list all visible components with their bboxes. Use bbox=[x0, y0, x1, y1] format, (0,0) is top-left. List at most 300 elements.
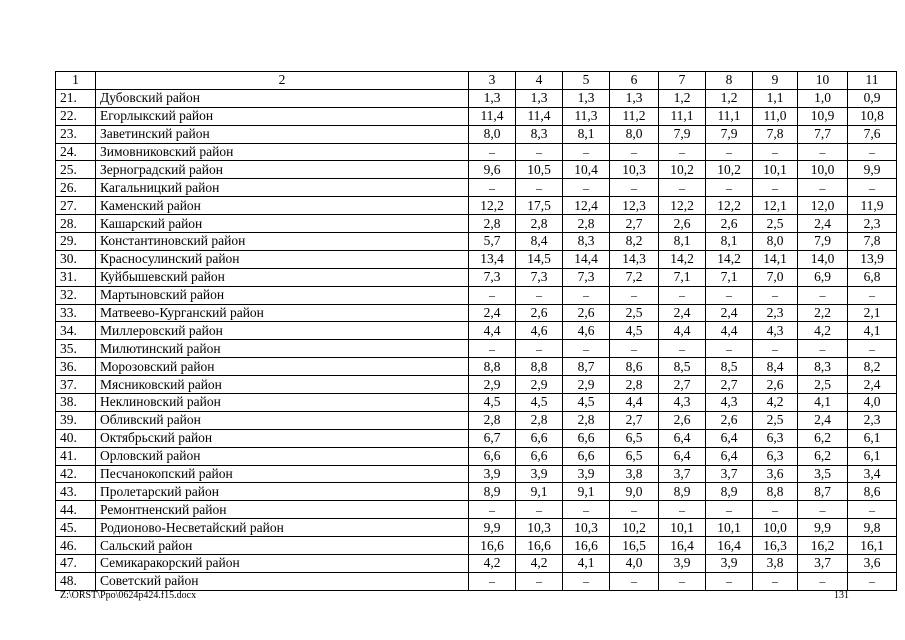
row-number: 40. bbox=[56, 429, 96, 447]
value-cell: 2,6 bbox=[753, 376, 798, 394]
value-cell: 12,2 bbox=[659, 197, 706, 215]
value-cell: 2,3 bbox=[753, 304, 798, 322]
value-cell: 10,1 bbox=[753, 161, 798, 179]
district-name: Красносулинский район bbox=[96, 250, 469, 268]
value-cell: – bbox=[516, 286, 563, 304]
value-cell: 2,5 bbox=[753, 411, 798, 429]
value-cell: 8,6 bbox=[848, 483, 897, 501]
row-number: 36. bbox=[56, 358, 96, 376]
value-cell: 4,4 bbox=[610, 394, 659, 412]
row-number: 24. bbox=[56, 143, 96, 161]
value-cell: 0,9 bbox=[848, 89, 897, 107]
table-row bbox=[56, 519, 897, 537]
value-cell: – bbox=[798, 340, 848, 358]
value-cell: 6,9 bbox=[798, 268, 848, 286]
district-name: Октябрьский район bbox=[96, 429, 469, 447]
value-cell: 7,0 bbox=[753, 268, 798, 286]
value-cell: 9,9 bbox=[798, 519, 848, 537]
value-cell: 9,1 bbox=[563, 483, 610, 501]
value-cell: 13,4 bbox=[469, 250, 516, 268]
value-cell: – bbox=[659, 340, 706, 358]
value-cell: – bbox=[848, 501, 897, 519]
value-cell: 8,1 bbox=[563, 125, 610, 143]
value-cell: 9,9 bbox=[469, 519, 516, 537]
value-cell: 4,1 bbox=[798, 394, 848, 412]
value-cell: 16,4 bbox=[706, 537, 753, 555]
value-cell: 9,6 bbox=[469, 161, 516, 179]
table-row bbox=[56, 125, 897, 143]
table-row bbox=[56, 537, 897, 555]
value-cell: 4,3 bbox=[753, 322, 798, 340]
value-cell: 4,5 bbox=[516, 394, 563, 412]
value-cell: 1,2 bbox=[659, 89, 706, 107]
value-cell: 14,4 bbox=[563, 250, 610, 268]
value-cell: 10,3 bbox=[516, 519, 563, 537]
value-cell: – bbox=[659, 286, 706, 304]
value-cell: 9,0 bbox=[610, 483, 659, 501]
value-cell: 14,0 bbox=[798, 250, 848, 268]
value-cell: – bbox=[706, 286, 753, 304]
value-cell: 6,6 bbox=[516, 429, 563, 447]
value-cell: 6,5 bbox=[610, 429, 659, 447]
value-cell: 6,8 bbox=[848, 268, 897, 286]
value-cell: 16,6 bbox=[469, 537, 516, 555]
value-cell: 12,1 bbox=[753, 197, 798, 215]
value-cell: 2,4 bbox=[659, 304, 706, 322]
value-cell: – bbox=[753, 501, 798, 519]
value-cell: 10,1 bbox=[659, 519, 706, 537]
value-cell: 8,0 bbox=[753, 233, 798, 251]
value-cell: 8,7 bbox=[798, 483, 848, 501]
value-cell: – bbox=[469, 572, 516, 590]
value-cell: 2,7 bbox=[610, 215, 659, 233]
value-cell: 7,6 bbox=[848, 125, 897, 143]
value-cell: – bbox=[469, 143, 516, 161]
district-name: Константиновский район bbox=[96, 233, 469, 251]
value-cell: 6,6 bbox=[563, 447, 610, 465]
value-cell: 4,4 bbox=[469, 322, 516, 340]
value-cell: 7,9 bbox=[706, 125, 753, 143]
district-name: Неклиновский район bbox=[96, 394, 469, 412]
row-number: 38. bbox=[56, 394, 96, 412]
value-cell: 6,1 bbox=[848, 429, 897, 447]
value-cell: 7,3 bbox=[469, 268, 516, 286]
table-row bbox=[56, 501, 897, 519]
value-cell: 8,8 bbox=[469, 358, 516, 376]
row-number: 25. bbox=[56, 161, 96, 179]
table-row bbox=[56, 358, 897, 376]
value-cell: 2,6 bbox=[659, 215, 706, 233]
row-number: 26. bbox=[56, 179, 96, 197]
row-number: 28. bbox=[56, 215, 96, 233]
value-cell: 7,3 bbox=[516, 268, 563, 286]
value-cell: 11,4 bbox=[516, 107, 563, 125]
value-cell: 1,3 bbox=[516, 89, 563, 107]
value-cell: 6,6 bbox=[516, 447, 563, 465]
value-cell: 3,7 bbox=[798, 555, 848, 573]
table-row bbox=[56, 447, 897, 465]
value-cell: 2,4 bbox=[848, 376, 897, 394]
value-cell: – bbox=[610, 179, 659, 197]
table-row bbox=[56, 429, 897, 447]
district-name: Сальский район bbox=[96, 537, 469, 555]
value-cell: – bbox=[753, 143, 798, 161]
value-cell: 16,2 bbox=[798, 537, 848, 555]
value-cell: 11,2 bbox=[610, 107, 659, 125]
value-cell: – bbox=[798, 179, 848, 197]
value-cell: 2,6 bbox=[659, 411, 706, 429]
district-name: Егорлыкский район bbox=[96, 107, 469, 125]
district-name: Песчанокопский район bbox=[96, 465, 469, 483]
value-cell: 16,1 bbox=[848, 537, 897, 555]
value-cell: 12,2 bbox=[469, 197, 516, 215]
district-name: Зерноградский район bbox=[96, 161, 469, 179]
value-cell: – bbox=[610, 572, 659, 590]
row-number: 44. bbox=[56, 501, 96, 519]
value-cell: 16,6 bbox=[516, 537, 563, 555]
value-cell: – bbox=[706, 340, 753, 358]
value-cell: 4,3 bbox=[659, 394, 706, 412]
value-cell: – bbox=[610, 143, 659, 161]
district-name: Орловский район bbox=[96, 447, 469, 465]
table-header bbox=[56, 72, 897, 90]
district-name: Матвеево-Курганский район bbox=[96, 304, 469, 322]
district-name: Родионово-Несветайский район bbox=[96, 519, 469, 537]
value-cell: 12,2 bbox=[706, 197, 753, 215]
value-cell: – bbox=[469, 286, 516, 304]
value-cell: – bbox=[469, 340, 516, 358]
value-cell: 10,9 bbox=[798, 107, 848, 125]
value-cell: 8,0 bbox=[469, 125, 516, 143]
row-number: 30. bbox=[56, 250, 96, 268]
value-cell: – bbox=[848, 143, 897, 161]
value-cell: 4,2 bbox=[469, 555, 516, 573]
row-number: 37. bbox=[56, 376, 96, 394]
value-cell: 8,9 bbox=[469, 483, 516, 501]
value-cell: – bbox=[706, 179, 753, 197]
value-cell: 5,7 bbox=[469, 233, 516, 251]
value-cell: 8,1 bbox=[659, 233, 706, 251]
district-name: Семикаракорский район bbox=[96, 555, 469, 573]
value-cell: 3,7 bbox=[706, 465, 753, 483]
table-row bbox=[56, 572, 897, 590]
value-cell: 2,4 bbox=[798, 411, 848, 429]
value-cell: 8,8 bbox=[516, 358, 563, 376]
value-cell: 2,8 bbox=[469, 215, 516, 233]
district-name: Зимовниковский район bbox=[96, 143, 469, 161]
value-cell: – bbox=[706, 572, 753, 590]
value-cell: 2,9 bbox=[516, 376, 563, 394]
value-cell: 3,9 bbox=[516, 465, 563, 483]
table-row bbox=[56, 411, 897, 429]
value-cell: 7,2 bbox=[610, 268, 659, 286]
value-cell: – bbox=[753, 179, 798, 197]
header-cell: 1 bbox=[56, 72, 96, 90]
value-cell: 2,4 bbox=[469, 304, 516, 322]
value-cell: 2,6 bbox=[516, 304, 563, 322]
value-cell: 10,0 bbox=[798, 161, 848, 179]
value-cell: 6,6 bbox=[469, 447, 516, 465]
header-cell: 10 bbox=[798, 72, 848, 90]
value-cell: 2,5 bbox=[753, 215, 798, 233]
value-cell: 9,8 bbox=[848, 519, 897, 537]
value-cell: 14,5 bbox=[516, 250, 563, 268]
value-cell: – bbox=[563, 340, 610, 358]
value-cell: – bbox=[516, 572, 563, 590]
value-cell: 3,8 bbox=[610, 465, 659, 483]
footer-page-number: 131 bbox=[834, 590, 849, 601]
value-cell: 7,1 bbox=[706, 268, 753, 286]
value-cell: 10,2 bbox=[610, 519, 659, 537]
value-cell: – bbox=[659, 572, 706, 590]
value-cell: 4,4 bbox=[659, 322, 706, 340]
value-cell: – bbox=[516, 501, 563, 519]
value-cell: – bbox=[753, 286, 798, 304]
table-row bbox=[56, 286, 897, 304]
value-cell: 1,2 bbox=[706, 89, 753, 107]
value-cell: 8,0 bbox=[610, 125, 659, 143]
row-number: 33. bbox=[56, 304, 96, 322]
value-cell: 3,9 bbox=[563, 465, 610, 483]
table-row bbox=[56, 250, 897, 268]
value-cell: – bbox=[516, 340, 563, 358]
district-name: Кагальницкий район bbox=[96, 179, 469, 197]
value-cell: 4,0 bbox=[610, 555, 659, 573]
value-cell: 8,7 bbox=[563, 358, 610, 376]
value-cell: 6,6 bbox=[563, 429, 610, 447]
value-cell: 10,3 bbox=[563, 519, 610, 537]
row-number: 48. bbox=[56, 572, 96, 590]
value-cell: 8,2 bbox=[848, 358, 897, 376]
value-cell: 16,5 bbox=[610, 537, 659, 555]
value-cell: 8,9 bbox=[659, 483, 706, 501]
value-cell: 8,3 bbox=[798, 358, 848, 376]
value-cell: 8,6 bbox=[610, 358, 659, 376]
value-cell: 3,5 bbox=[798, 465, 848, 483]
value-cell: – bbox=[706, 501, 753, 519]
value-cell: 4,1 bbox=[563, 555, 610, 573]
value-cell: 6,1 bbox=[848, 447, 897, 465]
value-cell: 8,3 bbox=[516, 125, 563, 143]
value-cell: 8,8 bbox=[753, 483, 798, 501]
value-cell: – bbox=[659, 143, 706, 161]
value-cell: 11,1 bbox=[659, 107, 706, 125]
value-cell: – bbox=[848, 286, 897, 304]
value-cell: 6,2 bbox=[798, 429, 848, 447]
row-number: 22. bbox=[56, 107, 96, 125]
value-cell: 6,5 bbox=[610, 447, 659, 465]
row-number: 41. bbox=[56, 447, 96, 465]
value-cell: – bbox=[659, 501, 706, 519]
table-row bbox=[56, 161, 897, 179]
value-cell: 11,3 bbox=[563, 107, 610, 125]
value-cell: – bbox=[563, 501, 610, 519]
value-cell: 4,6 bbox=[563, 322, 610, 340]
header-cell: 5 bbox=[563, 72, 610, 90]
value-cell: 2,7 bbox=[659, 376, 706, 394]
row-number: 46. bbox=[56, 537, 96, 555]
value-cell: 3,9 bbox=[706, 555, 753, 573]
value-cell: 3,6 bbox=[753, 465, 798, 483]
value-cell: 3,6 bbox=[848, 555, 897, 573]
row-number: 21. bbox=[56, 89, 96, 107]
value-cell: 2,8 bbox=[469, 411, 516, 429]
value-cell: 4,3 bbox=[706, 394, 753, 412]
row-number: 35. bbox=[56, 340, 96, 358]
value-cell: 2,8 bbox=[563, 215, 610, 233]
table-row bbox=[56, 465, 897, 483]
value-cell: 2,6 bbox=[706, 411, 753, 429]
value-cell: 16,6 bbox=[563, 537, 610, 555]
district-name: Куйбышевский район bbox=[96, 268, 469, 286]
value-cell: – bbox=[848, 572, 897, 590]
row-number: 45. bbox=[56, 519, 96, 537]
value-cell: 1,0 bbox=[798, 89, 848, 107]
value-cell: 11,9 bbox=[848, 197, 897, 215]
value-cell: – bbox=[563, 179, 610, 197]
value-cell: – bbox=[563, 143, 610, 161]
table-row bbox=[56, 304, 897, 322]
value-cell: 9,9 bbox=[848, 161, 897, 179]
value-cell: 4,2 bbox=[753, 394, 798, 412]
value-cell: – bbox=[563, 572, 610, 590]
value-cell: 3,9 bbox=[659, 555, 706, 573]
value-cell: 6,7 bbox=[469, 429, 516, 447]
value-cell: 10,1 bbox=[706, 519, 753, 537]
row-number: 47. bbox=[56, 555, 96, 573]
value-cell: – bbox=[659, 179, 706, 197]
row-number: 34. bbox=[56, 322, 96, 340]
value-cell: 9,1 bbox=[516, 483, 563, 501]
row-number: 39. bbox=[56, 411, 96, 429]
district-name: Обливский район bbox=[96, 411, 469, 429]
district-name: Советский район bbox=[96, 572, 469, 590]
row-number: 27. bbox=[56, 197, 96, 215]
value-cell: 16,3 bbox=[753, 537, 798, 555]
value-cell: 7,9 bbox=[798, 233, 848, 251]
value-cell: 3,7 bbox=[659, 465, 706, 483]
value-cell: 14,2 bbox=[706, 250, 753, 268]
value-cell: 1,3 bbox=[610, 89, 659, 107]
value-cell: 4,6 bbox=[516, 322, 563, 340]
value-cell: 12,4 bbox=[563, 197, 610, 215]
value-cell: 7,8 bbox=[753, 125, 798, 143]
value-cell: 7,1 bbox=[659, 268, 706, 286]
value-cell: 2,3 bbox=[848, 215, 897, 233]
value-cell: 12,0 bbox=[798, 197, 848, 215]
value-cell: 11,1 bbox=[706, 107, 753, 125]
value-cell: – bbox=[798, 143, 848, 161]
value-cell: – bbox=[798, 286, 848, 304]
value-cell: 1,3 bbox=[469, 89, 516, 107]
header-cell: 6 bbox=[610, 72, 659, 90]
value-cell: – bbox=[469, 179, 516, 197]
value-cell: 8,4 bbox=[753, 358, 798, 376]
value-cell: 14,1 bbox=[753, 250, 798, 268]
value-cell: 2,8 bbox=[610, 376, 659, 394]
value-cell: 2,6 bbox=[706, 215, 753, 233]
table-row bbox=[56, 483, 897, 501]
value-cell: 2,7 bbox=[706, 376, 753, 394]
header-cell: 11 bbox=[848, 72, 897, 90]
value-cell: 10,2 bbox=[706, 161, 753, 179]
value-cell: 12,3 bbox=[610, 197, 659, 215]
district-name: Дубовский район bbox=[96, 89, 469, 107]
value-cell: 10,5 bbox=[516, 161, 563, 179]
value-cell: 8,4 bbox=[516, 233, 563, 251]
district-name: Миллеровский район bbox=[96, 322, 469, 340]
district-name: Каменский район bbox=[96, 197, 469, 215]
value-cell: 7,3 bbox=[563, 268, 610, 286]
value-cell: – bbox=[610, 340, 659, 358]
table-row bbox=[56, 340, 897, 358]
value-cell: 10,8 bbox=[848, 107, 897, 125]
value-cell: 7,7 bbox=[798, 125, 848, 143]
value-cell: – bbox=[469, 501, 516, 519]
value-cell: 2,5 bbox=[610, 304, 659, 322]
district-name: Пролетарский район bbox=[96, 483, 469, 501]
value-cell: 2,8 bbox=[516, 411, 563, 429]
value-cell: 10,0 bbox=[753, 519, 798, 537]
value-cell: 7,9 bbox=[659, 125, 706, 143]
value-cell: 8,2 bbox=[610, 233, 659, 251]
footer-file-path: Z:\ORST\Ppo\0624p424.f15.docx bbox=[60, 590, 197, 601]
table-row bbox=[56, 268, 897, 286]
value-cell: 6,4 bbox=[706, 429, 753, 447]
value-cell: 2,9 bbox=[469, 376, 516, 394]
value-cell: 4,5 bbox=[610, 322, 659, 340]
value-cell: 2,9 bbox=[563, 376, 610, 394]
value-cell: 2,1 bbox=[848, 304, 897, 322]
value-cell: 2,3 bbox=[848, 411, 897, 429]
value-cell: 4,1 bbox=[848, 322, 897, 340]
value-cell: – bbox=[798, 501, 848, 519]
value-cell: 2,5 bbox=[798, 376, 848, 394]
value-cell: 17,5 bbox=[516, 197, 563, 215]
value-cell: – bbox=[706, 143, 753, 161]
value-cell: – bbox=[516, 143, 563, 161]
value-cell: 8,5 bbox=[706, 358, 753, 376]
district-name: Кашарский район bbox=[96, 215, 469, 233]
value-cell: 6,4 bbox=[659, 429, 706, 447]
value-cell: 4,4 bbox=[706, 322, 753, 340]
table-row bbox=[56, 376, 897, 394]
value-cell: – bbox=[563, 286, 610, 304]
value-cell: 2,4 bbox=[706, 304, 753, 322]
district-name: Заветинский район bbox=[96, 125, 469, 143]
value-cell: 13,9 bbox=[848, 250, 897, 268]
value-cell: 8,1 bbox=[706, 233, 753, 251]
value-cell: 4,2 bbox=[516, 555, 563, 573]
value-cell: 2,2 bbox=[798, 304, 848, 322]
value-cell: – bbox=[848, 179, 897, 197]
value-cell: – bbox=[610, 286, 659, 304]
district-name: Ремонтненский район bbox=[96, 501, 469, 519]
value-cell: 10,4 bbox=[563, 161, 610, 179]
value-cell: 4,0 bbox=[848, 394, 897, 412]
header-cell: 8 bbox=[706, 72, 753, 90]
table-row bbox=[56, 555, 897, 573]
value-cell: 10,2 bbox=[659, 161, 706, 179]
table-row bbox=[56, 179, 897, 197]
value-cell: 6,4 bbox=[706, 447, 753, 465]
value-cell: 4,5 bbox=[563, 394, 610, 412]
value-cell: 2,6 bbox=[563, 304, 610, 322]
value-cell: 3,9 bbox=[469, 465, 516, 483]
value-cell: 8,3 bbox=[563, 233, 610, 251]
value-cell: – bbox=[753, 572, 798, 590]
value-cell: 7,8 bbox=[848, 233, 897, 251]
